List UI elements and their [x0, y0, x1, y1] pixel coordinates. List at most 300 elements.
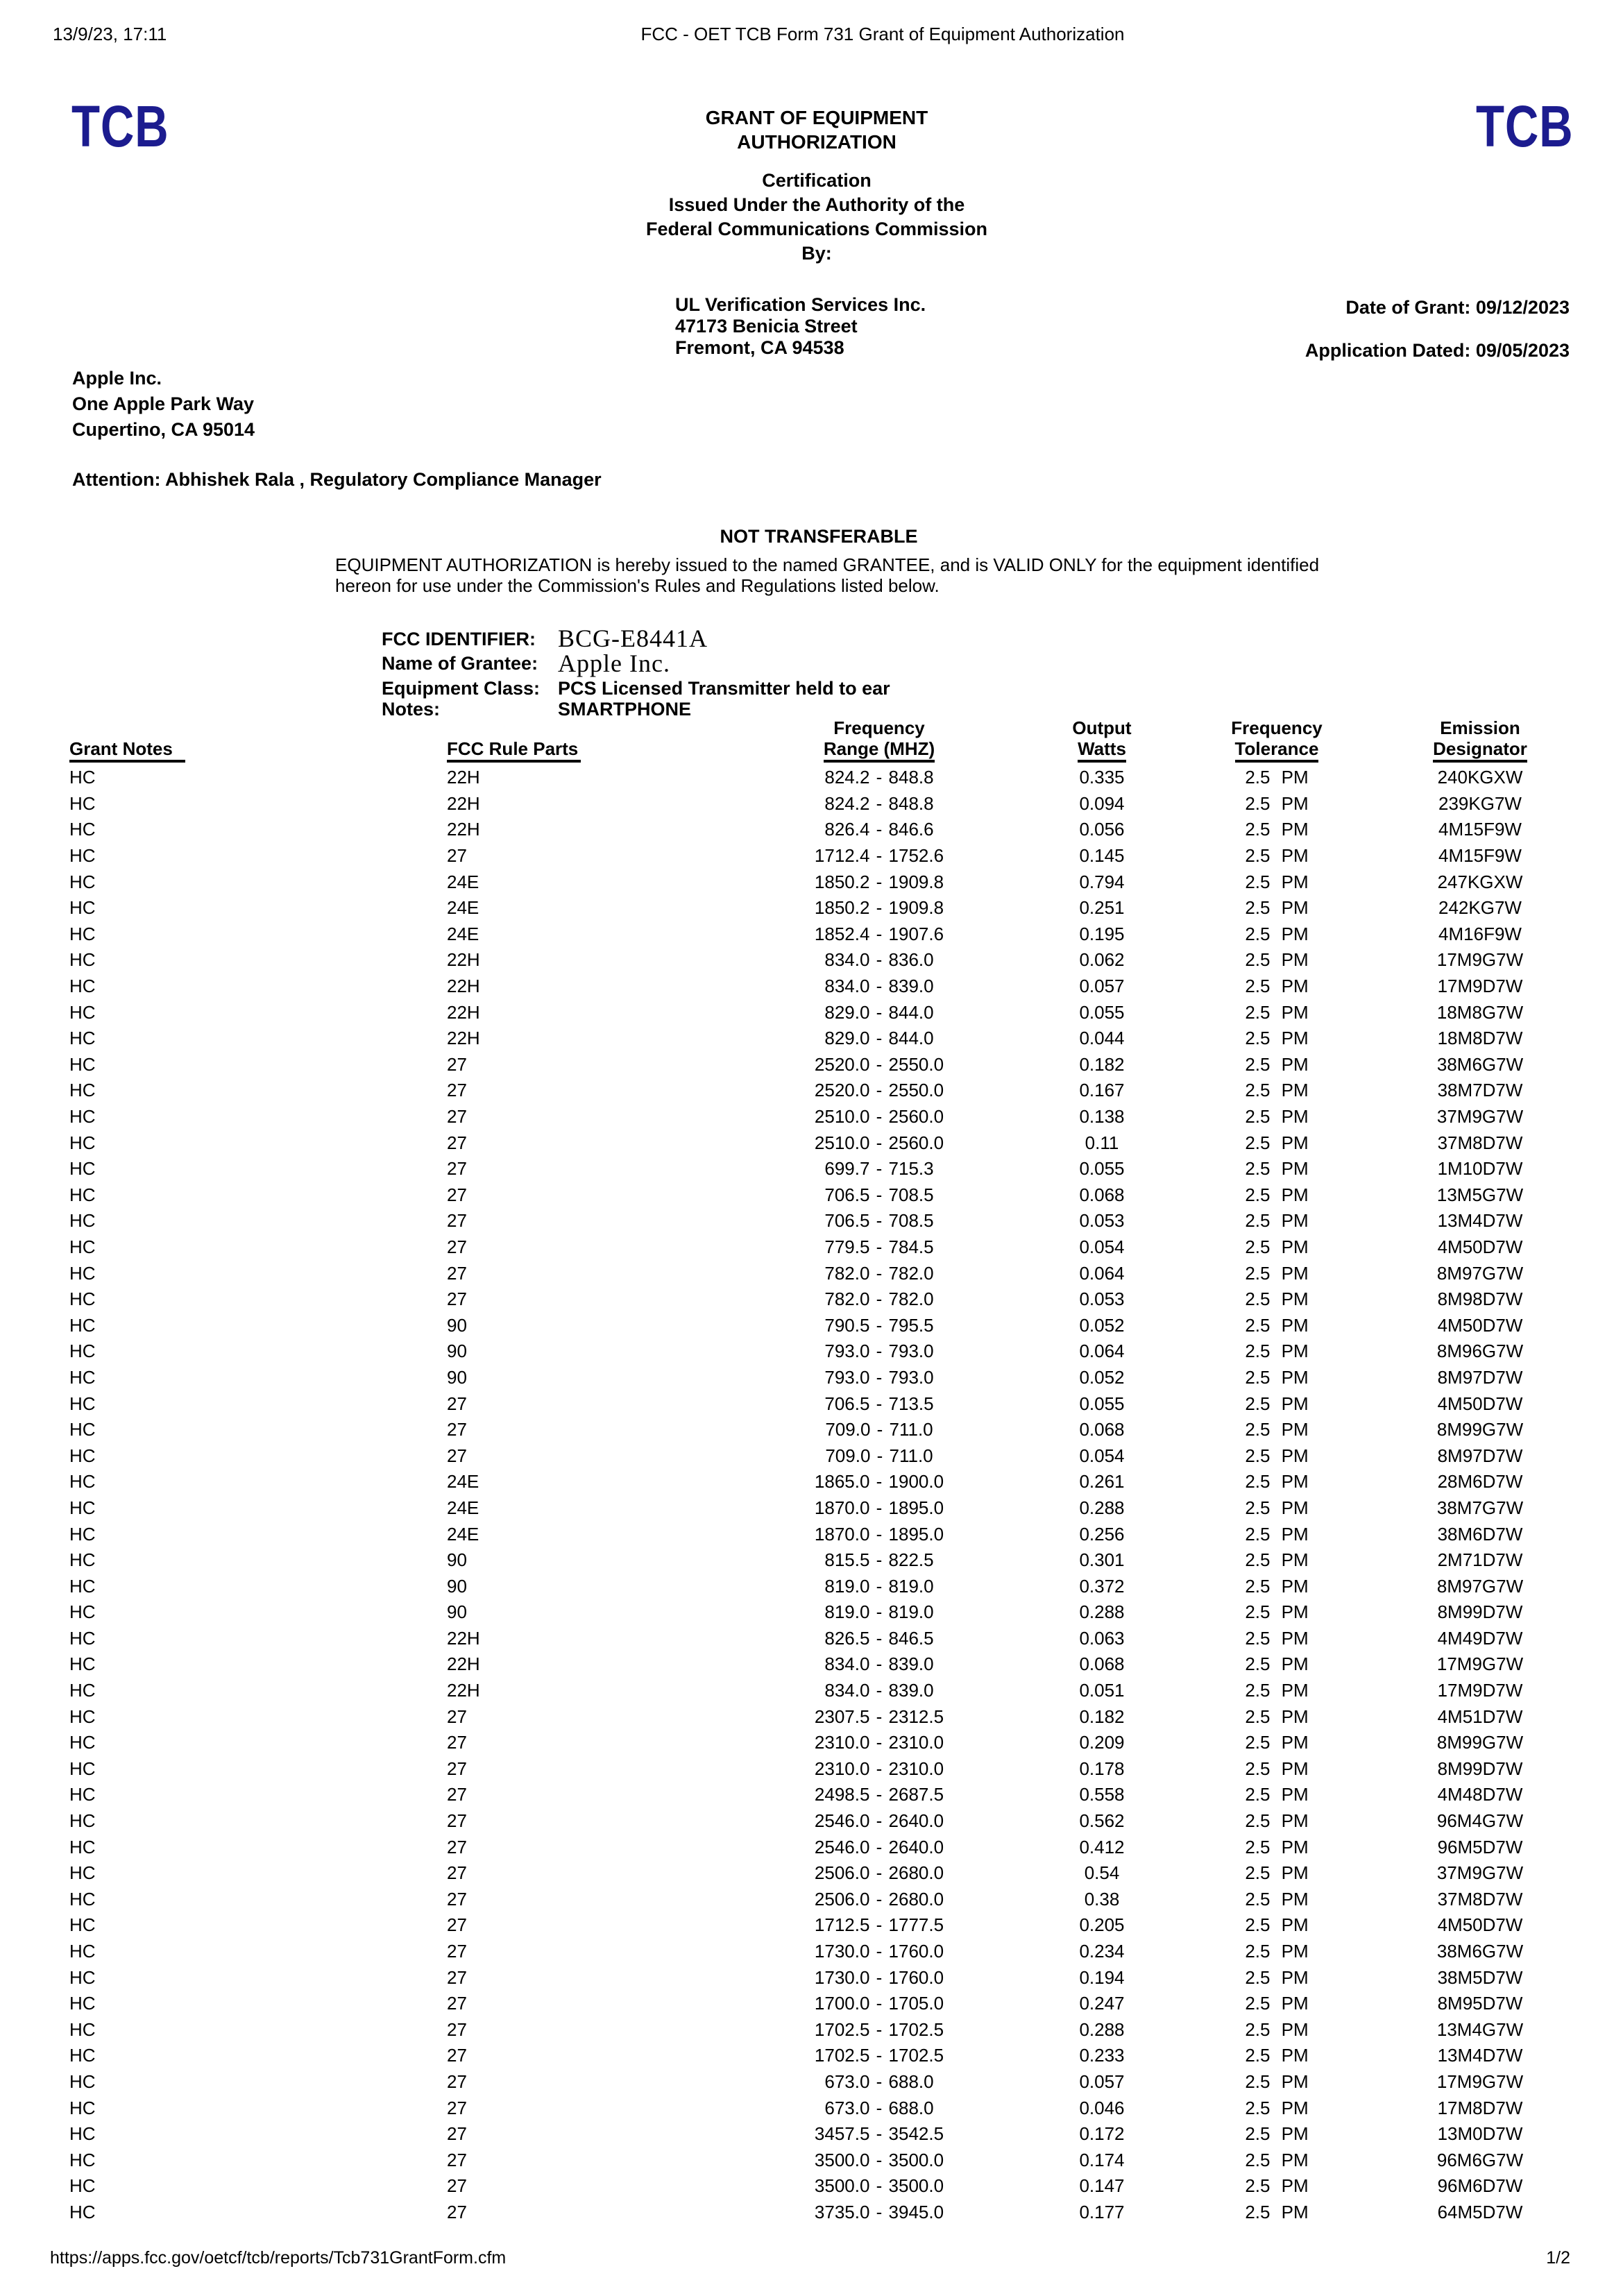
grant-notes-cell: HC [69, 1001, 96, 1023]
table-row [69, 999, 1611, 1026]
grant-notes-cell: HC [69, 1836, 96, 1857]
frequency-tolerance-cell: 2.5 PM [1245, 1262, 1309, 1284]
frequency-range-cell: 1702.5 - 1702.5 [814, 2045, 944, 2066]
fcc-rule-parts-cell: 27 [447, 1993, 467, 2014]
output-watts-cell: 0.182 [1079, 1706, 1125, 1727]
emission-designator-cell: 28M6D7W [1437, 1471, 1523, 1493]
output-watts-cell: 0.288 [1079, 2018, 1125, 2040]
table-row [69, 1156, 1611, 1182]
frequency-range-cell: 826.4 - 846.6 [824, 819, 934, 840]
header-frequency-tolerance: Frequency Tolerance [1205, 717, 1349, 765]
fcc-rule-parts-cell: 22H [447, 976, 480, 997]
grant-notes-cell: HC [69, 871, 96, 892]
grant-notes-cell: HC [69, 1393, 96, 1414]
print-datetime: 13/9/23, 17:11 [53, 24, 167, 44]
table-row [69, 1208, 1611, 1234]
output-watts-cell: 0.256 [1079, 1523, 1125, 1545]
frequency-tolerance-cell: 2.5 PM [1245, 1132, 1309, 1153]
frequency-range-cell: 779.5 - 784.5 [824, 1236, 934, 1257]
frequency-tolerance-cell: 2.5 PM [1245, 2018, 1309, 2040]
output-watts-cell: 0.794 [1079, 871, 1125, 892]
grant-notes-cell: HC [69, 1862, 96, 1884]
output-watts-cell: 0.372 [1079, 1575, 1125, 1597]
fcc-rule-parts-cell: 27 [447, 1053, 467, 1075]
frequency-range-cell: 1712.5 - 1777.5 [814, 1914, 944, 1936]
name-of-grantee-value: Apple Inc. [558, 649, 670, 677]
grant-notes-cell: HC [69, 1627, 96, 1649]
frequency-tolerance-cell: 2.5 PM [1245, 1210, 1309, 1232]
grant-notes-cell: HC [69, 1575, 96, 1597]
fcc-rule-parts-cell: 27 [447, 2045, 467, 2066]
frequency-tolerance-cell: 2.5 PM [1245, 1836, 1309, 1857]
output-watts-cell: 0.194 [1079, 1966, 1125, 1988]
emission-designator-cell: 4M48D7W [1437, 1784, 1523, 1805]
table-row [69, 1286, 1611, 1313]
fcc-rule-parts-cell: 22H [447, 767, 480, 788]
tcb-logo-left: TCB [71, 94, 169, 159]
grant-notes-cell: HC [69, 1236, 96, 1257]
output-watts-cell: 0.064 [1079, 1262, 1125, 1284]
emission-designator-cell: 4M50D7W [1437, 1914, 1523, 1936]
fcc-rule-parts-cell: 27 [447, 1210, 467, 1232]
frequency-tolerance-cell: 2.5 PM [1245, 1341, 1309, 1362]
issued-under-line2: Federal Communications Commission [645, 219, 988, 239]
output-watts-cell: 0.261 [1079, 1471, 1125, 1493]
grant-notes-cell: HC [69, 1053, 96, 1075]
frequency-range-cell: 1712.4 - 1752.6 [814, 845, 944, 867]
fcc-rule-parts-cell: 22H [447, 949, 480, 971]
frequency-tolerance-cell: 2.5 PM [1245, 792, 1309, 814]
frequency-tolerance-cell: 2.5 PM [1245, 1549, 1309, 1571]
equipment-class-value: PCS Licensed Transmitter held to ear [558, 678, 890, 699]
output-watts-cell: 0.055 [1079, 1393, 1125, 1414]
grant-heading-line1: GRANT OF EQUIPMENT [705, 107, 928, 128]
fcc-rule-parts-cell: 90 [447, 1366, 467, 1388]
frequency-range-cell: 782.0 - 782.0 [824, 1289, 934, 1310]
footer-url: https://apps.fcc.gov/oetcf/tcb/reports/Tcb731GrantForm.cfm [50, 2248, 507, 2268]
frequency-tolerance-cell: 2.5 PM [1245, 1914, 1309, 1936]
frequency-tolerance-cell: 2.5 PM [1245, 1888, 1309, 1910]
frequency-tolerance-cell: 2.5 PM [1245, 1966, 1309, 1988]
frequency-range-cell: 2498.5 - 2687.5 [814, 1784, 944, 1805]
fcc-rule-parts-cell: 22H [447, 792, 480, 814]
page-title: FCC - OET TCB Form 731 Grant of Equipment Authorization [640, 24, 1125, 44]
output-watts-cell: 0.172 [1079, 2123, 1125, 2145]
grant-notes-cell: HC [69, 1888, 96, 1910]
emission-designator-cell: 8M95D7W [1437, 1993, 1523, 2014]
grant-table-body [69, 765, 1611, 2225]
grant-table [69, 717, 1611, 2225]
emission-designator-cell: 4M16F9W [1438, 923, 1522, 944]
output-watts-cell: 0.052 [1079, 1314, 1125, 1336]
frequency-range-cell: 2506.0 - 2680.0 [814, 1888, 944, 1910]
frequency-range-cell: 1850.2 - 1909.8 [814, 897, 944, 919]
output-watts-cell: 0.54 [1084, 1862, 1120, 1884]
fcc-rule-parts-cell: 27 [447, 1184, 467, 1205]
fcc-identifier-label: FCC IDENTIFIER: [382, 629, 536, 649]
grant-notes-cell: HC [69, 1366, 96, 1388]
table-row [69, 2200, 1611, 2226]
grant-notes-cell: HC [69, 1132, 96, 1153]
frequency-range-cell: 782.0 - 782.0 [824, 1262, 934, 1284]
grant-notes-cell: HC [69, 1810, 96, 1832]
tcb-logo-right: TCB [1476, 94, 1574, 159]
output-watts-cell: 0.054 [1079, 1236, 1125, 1257]
grant-notes-cell: HC [69, 1314, 96, 1336]
emission-designator-cell: 18M8G7W [1436, 1001, 1524, 1023]
table-row [69, 1756, 1611, 1783]
fcc-rule-parts-cell: 27 [447, 2201, 467, 2222]
emission-designator-cell: 64M5D7W [1437, 2201, 1523, 2222]
grant-notes-cell: HC [69, 1653, 96, 1675]
grant-notes-cell: HC [69, 976, 96, 997]
emission-designator-cell: 4M15F9W [1438, 819, 1522, 840]
emission-designator-cell: 8M99D7W [1437, 1601, 1523, 1623]
table-row [69, 2121, 1611, 2148]
table-row [69, 2095, 1611, 2121]
frequency-tolerance-cell: 2.5 PM [1245, 2175, 1309, 2197]
grant-notes-cell: HC [69, 1732, 96, 1753]
table-row [69, 1573, 1611, 1599]
emission-designator-cell: 4M15F9W [1438, 845, 1522, 867]
header-emission-designator: Emission Designator [1349, 717, 1611, 765]
emission-designator-cell: 8M96G7W [1436, 1341, 1524, 1362]
table-row [69, 1782, 1611, 1808]
output-watts-cell: 0.288 [1079, 1497, 1125, 1518]
header-fcc-rule-parts: FCC Rule Parts [447, 717, 759, 765]
frequency-range-cell: 790.5 - 795.5 [824, 1314, 934, 1336]
frequency-tolerance-cell: 2.5 PM [1245, 1028, 1309, 1049]
date-of-grant: Date of Grant: 09/12/2023 [1345, 297, 1570, 318]
grant-notes-cell: HC [69, 1262, 96, 1284]
issuer-address-block [675, 294, 926, 359]
table-row [69, 1964, 1611, 1991]
output-watts-cell: 0.055 [1079, 1158, 1125, 1180]
fcc-rule-parts-cell: 27 [447, 2123, 467, 2145]
table-row [69, 1234, 1611, 1261]
frequency-range-cell: 2310.0 - 2310.0 [814, 1758, 944, 1779]
table-row [69, 1860, 1611, 1887]
fcc-rule-parts-cell: 27 [447, 1445, 467, 1466]
table-row [69, 2017, 1611, 2043]
frequency-range-cell: 829.0 - 844.0 [824, 1028, 934, 1049]
frequency-range-cell: 1730.0 - 1760.0 [814, 1966, 944, 1988]
frequency-tolerance-cell: 2.5 PM [1245, 1393, 1309, 1414]
fcc-rule-parts-cell: 27 [447, 1758, 467, 1779]
frequency-range-cell: 673.0 - 688.0 [824, 2097, 934, 2118]
grant-notes-cell: HC [69, 1445, 96, 1466]
table-row [69, 1626, 1611, 1652]
emission-designator-cell: 37M8D7W [1437, 1132, 1523, 1153]
frequency-tolerance-cell: 2.5 PM [1245, 1314, 1309, 1336]
frequency-tolerance-cell: 2.5 PM [1245, 1523, 1309, 1545]
output-watts-cell: 0.247 [1079, 1993, 1125, 2014]
frequency-tolerance-cell: 2.5 PM [1245, 1810, 1309, 1832]
fcc-rule-parts-cell: 24E [447, 1471, 479, 1493]
footer-page-number: 1/2 [1546, 2248, 1570, 2268]
emission-designator-cell: 247KGXW [1437, 871, 1523, 892]
table-row [69, 1495, 1611, 1522]
frequency-tolerance-cell: 2.5 PM [1245, 1862, 1309, 1884]
grant-notes-cell: HC [69, 949, 96, 971]
frequency-tolerance-cell: 2.5 PM [1245, 1601, 1309, 1623]
equipment-class-label: Equipment Class: [382, 678, 541, 699]
table-row [69, 1391, 1611, 1417]
table-row [69, 973, 1611, 1000]
grantee-name: Apple Inc. [72, 368, 162, 389]
frequency-tolerance-cell: 2.5 PM [1245, 1680, 1309, 1701]
fcc-rule-parts-cell: 22H [447, 1028, 480, 1049]
issuer-city: Fremont, CA 94538 [675, 337, 844, 358]
output-watts-cell: 0.412 [1079, 1836, 1125, 1857]
output-watts-cell: 0.209 [1079, 1732, 1125, 1753]
grant-notes-cell: HC [69, 792, 96, 814]
output-watts-cell: 0.205 [1079, 1914, 1125, 1936]
emission-designator-cell: 17M9G7W [1436, 2070, 1524, 2092]
table-row [69, 1417, 1611, 1443]
frequency-range-cell: 1852.4 - 1907.6 [814, 923, 944, 944]
emission-designator-cell: 17M9D7W [1437, 1680, 1523, 1701]
table-row [69, 1730, 1611, 1756]
output-watts-cell: 0.562 [1079, 1810, 1125, 1832]
emission-designator-cell: 242KG7W [1438, 897, 1522, 919]
grant-notes-cell: HC [69, 1158, 96, 1180]
not-transferable-label: NOT TRANSFERABLE [720, 526, 918, 547]
frequency-tolerance-cell: 2.5 PM [1245, 1653, 1309, 1675]
grant-notes-cell: HC [69, 1184, 96, 1205]
table-row [69, 947, 1611, 973]
fcc-rule-parts-cell: 27 [447, 1941, 467, 1962]
frequency-tolerance-cell: 2.5 PM [1245, 819, 1309, 840]
header-grant-notes: Grant Notes [69, 717, 447, 765]
fcc-rule-parts-cell: 27 [447, 1966, 467, 1988]
frequency-range-cell: 1850.2 - 1909.8 [814, 871, 944, 892]
fcc-rule-parts-cell: 27 [447, 1236, 467, 1257]
grant-notes-cell: HC [69, 1106, 96, 1128]
frequency-range-cell: 1870.0 - 1895.0 [814, 1523, 944, 1545]
output-watts-cell: 0.068 [1079, 1419, 1125, 1440]
frequency-range-cell: 706.5 - 708.5 [824, 1184, 934, 1205]
frequency-range-cell: 834.0 - 839.0 [824, 1653, 934, 1675]
table-row [69, 2147, 1611, 2173]
grant-notes-cell: HC [69, 1210, 96, 1232]
application-dated: Application Dated: 09/05/2023 [1305, 340, 1570, 361]
emission-designator-cell: 17M9D7W [1437, 976, 1523, 997]
frequency-range-cell: 834.0 - 836.0 [824, 949, 934, 971]
fcc-rule-parts-cell: 27 [447, 1732, 467, 1753]
frequency-range-cell: 824.2 - 848.8 [824, 767, 934, 788]
table-row [69, 1808, 1611, 1835]
grant-notes-cell: HC [69, 923, 96, 944]
emission-designator-cell: 8M97G7W [1436, 1575, 1524, 1597]
grant-table-header [69, 717, 1611, 765]
frequency-tolerance-cell: 2.5 PM [1245, 1184, 1309, 1205]
table-row [69, 1026, 1611, 1052]
output-watts-cell: 0.046 [1079, 2097, 1125, 2118]
frequency-range-cell: 1870.0 - 1895.0 [814, 1497, 944, 1518]
fcc-rule-parts-cell: 27 [447, 1810, 467, 1832]
table-row [69, 921, 1611, 948]
output-watts-cell: 0.195 [1079, 923, 1125, 944]
emission-designator-cell: 240KGXW [1437, 767, 1523, 788]
name-of-grantee-label: Name of Grantee: [382, 653, 538, 674]
fcc-rule-parts-cell: 27 [447, 1706, 467, 1727]
frequency-tolerance-cell: 2.5 PM [1245, 1289, 1309, 1310]
frequency-range-cell: 826.5 - 846.5 [824, 1627, 934, 1649]
table-row [69, 1912, 1611, 1939]
emission-designator-cell: 4M50D7W [1437, 1236, 1523, 1257]
frequency-tolerance-cell: 2.5 PM [1245, 1080, 1309, 1101]
authorization-text [335, 555, 1319, 596]
grantee-street: One Apple Park Way [72, 393, 255, 414]
table-row [69, 1834, 1611, 1860]
table-row [69, 2173, 1611, 2200]
authorization-text-line1: EQUIPMENT AUTHORIZATION is hereby issued to the named GRANTEE, and is VALID ONLY for the equipment identified [335, 554, 1320, 575]
issuer-street: 47173 Benicia Street [675, 316, 858, 337]
frequency-tolerance-cell: 2.5 PM [1245, 2201, 1309, 2222]
emission-designator-cell: 4M51D7W [1437, 1706, 1523, 1727]
notes-label: Notes: [382, 699, 441, 720]
table-row [69, 791, 1611, 817]
grant-notes-cell: HC [69, 1028, 96, 1049]
output-watts-cell: 0.251 [1079, 897, 1125, 919]
table-row [69, 1469, 1611, 1495]
grant-notes-cell: HC [69, 1341, 96, 1362]
frequency-tolerance-cell: 2.5 PM [1245, 1784, 1309, 1805]
emission-designator-cell: 13M4D7W [1437, 1210, 1523, 1232]
fcc-rule-parts-cell: 27 [447, 1289, 467, 1310]
frequency-range-cell: 3500.0 - 3500.0 [814, 2175, 944, 2197]
grant-notes-cell: HC [69, 1914, 96, 1936]
output-watts-cell: 0.062 [1079, 949, 1125, 971]
grant-notes-cell: HC [69, 1601, 96, 1623]
grant-notes-cell: HC [69, 1706, 96, 1727]
fcc-rule-parts-cell: 24E [447, 897, 479, 919]
frequency-tolerance-cell: 2.5 PM [1245, 1497, 1309, 1518]
grant-heading [646, 105, 987, 266]
frequency-range-cell: 815.5 - 822.5 [824, 1549, 934, 1571]
output-watts-cell: 0.558 [1079, 1784, 1125, 1805]
grant-notes-cell: HC [69, 1758, 96, 1779]
grantee-city: Cupertino, CA 95014 [72, 419, 255, 440]
table-row [69, 1703, 1611, 1730]
issuer-name: UL Verification Services Inc. [675, 294, 926, 315]
frequency-range-cell: 829.0 - 844.0 [824, 1001, 934, 1023]
table-row [69, 1651, 1611, 1678]
emission-designator-cell: 38M7G7W [1436, 1497, 1524, 1518]
emission-designator-cell: 38M6G7W [1436, 1053, 1524, 1075]
output-watts-cell: 0.094 [1079, 792, 1125, 814]
grant-notes-cell: HC [69, 1523, 96, 1545]
emission-designator-cell: 13M5G7W [1436, 1184, 1524, 1205]
frequency-tolerance-cell: 2.5 PM [1245, 1236, 1309, 1257]
output-watts-cell: 0.38 [1084, 1888, 1120, 1910]
frequency-range-cell: 706.5 - 708.5 [824, 1210, 934, 1232]
issued-under-line1: Issued Under the Authority of the [668, 194, 965, 215]
emission-designator-cell: 4M50D7W [1437, 1393, 1523, 1414]
frequency-range-cell: 1702.5 - 1702.5 [814, 2018, 944, 2040]
fcc-identifier-value: BCG-E8441A [558, 624, 708, 652]
table-row [69, 895, 1611, 921]
fcc-rule-parts-cell: 24E [447, 871, 479, 892]
frequency-range-cell: 793.0 - 793.0 [824, 1366, 934, 1388]
grant-notes-cell: HC [69, 1941, 96, 1962]
frequency-tolerance-cell: 2.5 PM [1245, 845, 1309, 867]
fcc-rule-parts-cell: 90 [447, 1314, 467, 1336]
frequency-range-cell: 3457.5 - 3542.5 [814, 2123, 944, 2145]
output-watts-cell: 0.056 [1079, 819, 1125, 840]
emission-designator-cell: 8M99G7W [1436, 1419, 1524, 1440]
header-frequency-range: Frequency Range (MHZ) [759, 717, 999, 765]
emission-designator-cell: 13M4G7W [1436, 2018, 1524, 2040]
emission-designator-cell: 38M5D7W [1437, 1966, 1523, 1988]
fcc-rule-parts-cell: 24E [447, 1497, 479, 1518]
frequency-range-cell: 793.0 - 793.0 [824, 1341, 934, 1362]
output-watts-cell: 0.11 [1085, 1132, 1119, 1153]
output-watts-cell: 0.063 [1079, 1627, 1125, 1649]
grantee-address-block [72, 366, 255, 443]
table-row [69, 843, 1611, 869]
grant-notes-cell: HC [69, 897, 96, 919]
grant-notes-cell: HC [69, 1784, 96, 1805]
fcc-rule-parts-cell: 22H [447, 1680, 480, 1701]
frequency-range-cell: 699.7 - 715.3 [824, 1158, 934, 1180]
frequency-range-cell: 3500.0 - 3500.0 [814, 2149, 944, 2170]
output-watts-cell: 0.044 [1079, 1028, 1125, 1049]
emission-designator-cell: 96M4G7W [1436, 1810, 1524, 1832]
fcc-rule-parts-cell: 90 [447, 1341, 467, 1362]
table-row [69, 1599, 1611, 1626]
header-output-watts: Output Watts [999, 717, 1205, 765]
fcc-rule-parts-cell: 22H [447, 1627, 480, 1649]
grant-notes-cell: HC [69, 1966, 96, 1988]
table-row [69, 1991, 1611, 2017]
frequency-range-cell: 2510.0 - 2560.0 [814, 1106, 944, 1128]
emission-designator-cell: 13M4D7W [1437, 2045, 1523, 2066]
frequency-tolerance-cell: 2.5 PM [1245, 767, 1309, 788]
frequency-range-cell: 1865.0 - 1900.0 [814, 1471, 944, 1493]
emission-designator-cell: 18M8D7W [1437, 1028, 1523, 1049]
emission-designator-cell: 38M6G7W [1436, 1941, 1524, 1962]
table-row [69, 1365, 1611, 1391]
attention-line: Attention: Abhishek Rala , Regulatory Compliance Manager [72, 469, 602, 490]
frequency-range-cell: 709.0 - 711.0 [825, 1445, 933, 1466]
fcc-rule-parts-cell: 90 [447, 1549, 467, 1571]
output-watts-cell: 0.234 [1079, 1941, 1125, 1962]
fcc-rule-parts-cell: 24E [447, 1523, 479, 1545]
frequency-range-cell: 819.0 - 819.0 [824, 1601, 934, 1623]
output-watts-cell: 0.182 [1079, 1053, 1125, 1075]
output-watts-cell: 0.057 [1079, 2070, 1125, 2092]
frequency-tolerance-cell: 2.5 PM [1245, 2123, 1309, 2145]
frequency-range-cell: 819.0 - 819.0 [824, 1575, 934, 1597]
frequency-range-cell: 2506.0 - 2680.0 [814, 1862, 944, 1884]
emission-designator-cell: 8M97G7W [1436, 1262, 1524, 1284]
fcc-rule-parts-cell: 27 [447, 2097, 467, 2118]
table-row [69, 1182, 1611, 1209]
frequency-tolerance-cell: 2.5 PM [1245, 1471, 1309, 1493]
grant-notes-cell: HC [69, 2201, 96, 2222]
emission-designator-cell: 8M99G7W [1436, 1732, 1524, 1753]
table-row [69, 1521, 1611, 1547]
grant-notes-cell: HC [69, 2045, 96, 2066]
frequency-tolerance-cell: 2.5 PM [1245, 1445, 1309, 1466]
frequency-tolerance-cell: 2.5 PM [1245, 1053, 1309, 1075]
grant-notes-cell: HC [69, 2097, 96, 2118]
frequency-tolerance-cell: 2.5 PM [1245, 949, 1309, 971]
frequency-tolerance-cell: 2.5 PM [1245, 1001, 1309, 1023]
table-row [69, 1260, 1611, 1286]
